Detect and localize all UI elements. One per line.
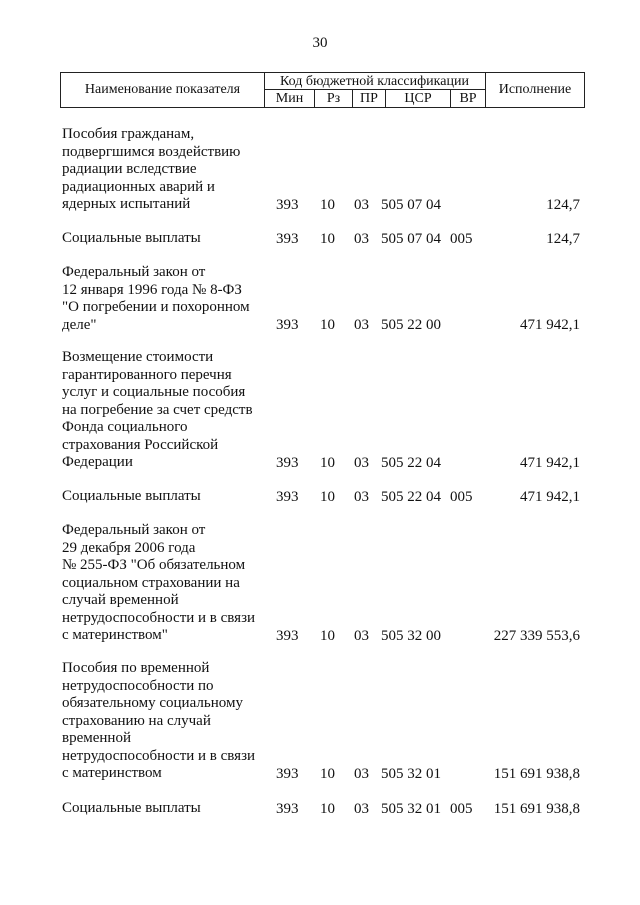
row-name: Пособия гражданам, подвергшимся воздействию радиации вследствие радиационных аварий и ядерных испытаний: [62, 126, 241, 212]
row-vr: 005: [450, 230, 473, 247]
row-csr: 505 32 01: [381, 800, 441, 817]
row-name: Пособия по временной нетрудоспособности по обязательному социальному страхованию на случай временной нетрудоспособности и в связи с материнством: [62, 660, 256, 781]
row-execution: 471 942,1: [520, 454, 580, 471]
row-csr: 505 32 00: [381, 627, 441, 644]
row-csr: 505 22 04: [381, 454, 441, 471]
table-row: [0, 230, 640, 248]
row-csr: 505 32 01: [381, 765, 441, 782]
row-pr: 03: [354, 454, 369, 471]
row-min: 393: [276, 454, 299, 471]
row-execution: 471 942,1: [520, 488, 580, 505]
header-execution-column: Исполнение: [498, 82, 572, 97]
row-rz: 10: [320, 454, 335, 471]
row-execution: 124,7: [546, 230, 580, 247]
row-name: Социальные выплаты: [62, 800, 201, 816]
row-execution: 151 691 938,8: [493, 800, 580, 817]
row-pr: 03: [354, 627, 369, 644]
row-name: Федеральный закон от 12 января 1996 года № 8-ФЗ "О погребении и похоронном деле": [62, 264, 250, 333]
row-rz: 10: [320, 230, 335, 247]
row-rz: 10: [320, 488, 335, 505]
row-pr: 03: [354, 800, 369, 817]
row-min: 393: [276, 800, 299, 817]
row-rz: 10: [320, 196, 335, 213]
row-min: 393: [276, 627, 299, 644]
row-csr: 505 22 00: [381, 316, 441, 333]
header-col-min: Мин: [275, 90, 304, 106]
table-row: [0, 349, 640, 472]
header-col-vr: ВР: [459, 90, 477, 106]
row-min: 393: [276, 316, 299, 333]
row-pr: 03: [354, 196, 369, 213]
row-rz: 10: [320, 800, 335, 817]
table-row: [0, 800, 640, 818]
row-name: Социальные выплаты: [62, 488, 201, 504]
row-rz: 10: [320, 627, 335, 644]
row-rz: 10: [320, 316, 335, 333]
row-execution: 227 339 553,6: [493, 627, 580, 644]
row-pr: 03: [354, 765, 369, 782]
row-min: 393: [276, 230, 299, 247]
row-name: Возмещение стоимости гарантированного перечня услуг и социальные пособия на погребение за счет средств Фонда социального страхования Российской Федерации: [62, 349, 253, 470]
row-csr: 505 07 04: [381, 196, 441, 213]
row-vr: 005: [450, 488, 473, 505]
table-row: [0, 522, 640, 645]
row-csr: 505 07 04: [381, 230, 441, 247]
row-pr: 03: [354, 230, 369, 247]
row-rz: 10: [320, 765, 335, 782]
row-execution: 471 942,1: [520, 316, 580, 333]
row-execution: 151 691 938,8: [493, 765, 580, 782]
table-row: [0, 488, 640, 506]
row-pr: 03: [354, 316, 369, 333]
header-col-csr: ЦСР: [404, 90, 432, 106]
row-min: 393: [276, 765, 299, 782]
row-vr: 005: [450, 800, 473, 817]
header-code-group: Код бюджетной классификации: [280, 73, 469, 89]
table-row: [0, 126, 640, 214]
page-number: 30: [312, 35, 328, 51]
table-row: [0, 660, 640, 783]
row-min: 393: [276, 196, 299, 213]
header-col-rz: Рз: [326, 90, 341, 106]
header-name-column: Наименование показателя: [84, 82, 241, 97]
table-row: [0, 264, 640, 334]
header-col-pr: ПР: [360, 90, 378, 106]
row-execution: 124,7: [546, 196, 580, 213]
row-name: Социальные выплаты: [62, 230, 201, 246]
row-pr: 03: [354, 488, 369, 505]
row-csr: 505 22 04: [381, 488, 441, 505]
row-name: Федеральный закон от 29 декабря 2006 года № 255-ФЗ "Об обязательном социальном страховании на случай временной нетрудоспособности и в связи с материнством": [62, 522, 256, 643]
table-header: [60, 72, 585, 108]
row-min: 393: [276, 488, 299, 505]
